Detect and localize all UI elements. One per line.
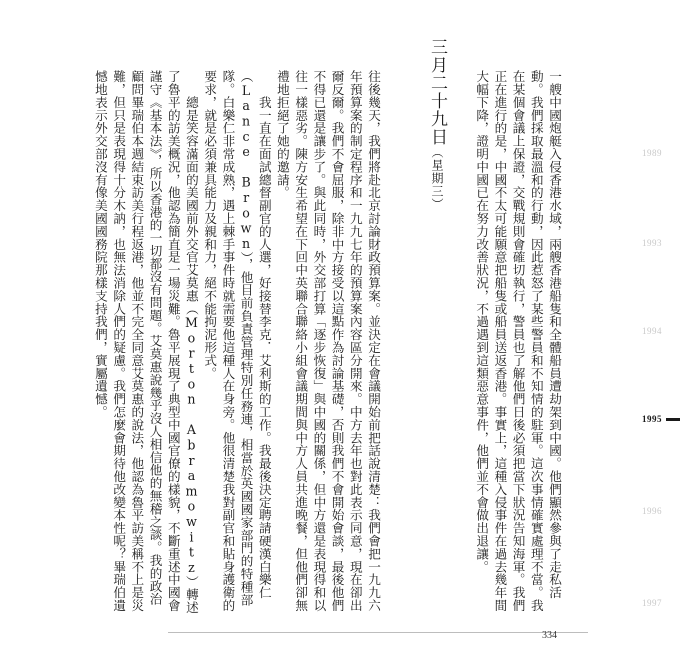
entry-date-heading [426, 38, 450, 338]
timeline-year: 1993 [642, 238, 662, 248]
footer-rule [168, 632, 588, 633]
entry-weekday: （星期三） [430, 146, 444, 211]
entry-date: 三月二十九日 [427, 38, 447, 146]
timeline-year: 1989 [642, 148, 662, 158]
timeline-year: 1996 [642, 506, 662, 516]
entry-continuation-text: 一艘中國炮艇入侵香港水域，兩艘香港船隻和全體船員遭劫架到中國。他們顯然參與了走私活動。我們採取最溫和的行動，因此惹怒了某些警員和不知情的駐軍。這次事情確實處理不當。我在某個會議上保證，交戰規則會確切執行，警員也了解他們日後必須把當下狀況告知海軍。我們正在進行的是，中國不太可能願意把船隻或船員送返香港。事實上，這種入侵事件在過去幾年間大幅下降，證明中國已在努力改善狀況，不過遇到這類惡意事件，他們並不會做出退讓。 [474, 70, 562, 612]
page-number: 334 [542, 630, 557, 641]
timeline-year: 1994 [642, 326, 662, 336]
entry-body-text: 往後幾天，我們將赴北京討論財政預算案。並決定在會議開始前把話說清楚：我們會把一九九六年預算案的制定程序和一九九七年的預算案內容區分開來。中方去年也對此表示同意，現在卻出爾反爾。我們不會屈服，除非中方接受以這點作為討論基礎，否則我們不會開始會談，最後他們不得已還是讓步了。與此同時，外交部打算「逐步恢復」與中國的關係，但中方還是表現得和以往一樣惡劣。陳方安生希望在下回中英聯合聯絡小組會議期間與中方人員共進晚餐，但他們卻無禮地拒絕了她的邀請。 我一直在面試總督副官的人選，好接替李克．艾利斯的工作。我最後決定聘請硬漢白樂仁（Lance Brown），他目前負責管理特別任務連，相當於英國國家部門的特種部隊。白樂仁非常成熟，遇上棘手事件時就需要他這種人在身旁。他很清楚我對副官和貼身護衛的要求，就是必須兼具能力及親和力，絕不能拘泥形式。 總是笑容滿面的美國前外交官艾莫惠（Morton Abramowitz）轉述了魯平的訪美概況，他認為簡直是一場災難。魯平展現了典型中國官僚的樣貌，不斷重述中國會謹守《基本法》，所以香港的一切都沒有問題。艾莫惠說幾乎沒人相信他的無稽之談。我的政治顧問畢瑞伯本週結束訪美行程返港，他並不完全同意艾莫惠的說法，他認為魯平訪美稱不上是災難，但只是表現得十分木訥，也無法消除人們的疑慮。我們怎麼會期待他改變本性呢？畢瑞伯遺憾地表示外交部沒有像美國國務院那樣支持我們，實屬遺憾。 [92, 70, 381, 614]
timeline-year: 1995 [642, 414, 662, 424]
timeline-year: 1997 [642, 598, 662, 608]
timeline-current-marker [666, 418, 680, 421]
